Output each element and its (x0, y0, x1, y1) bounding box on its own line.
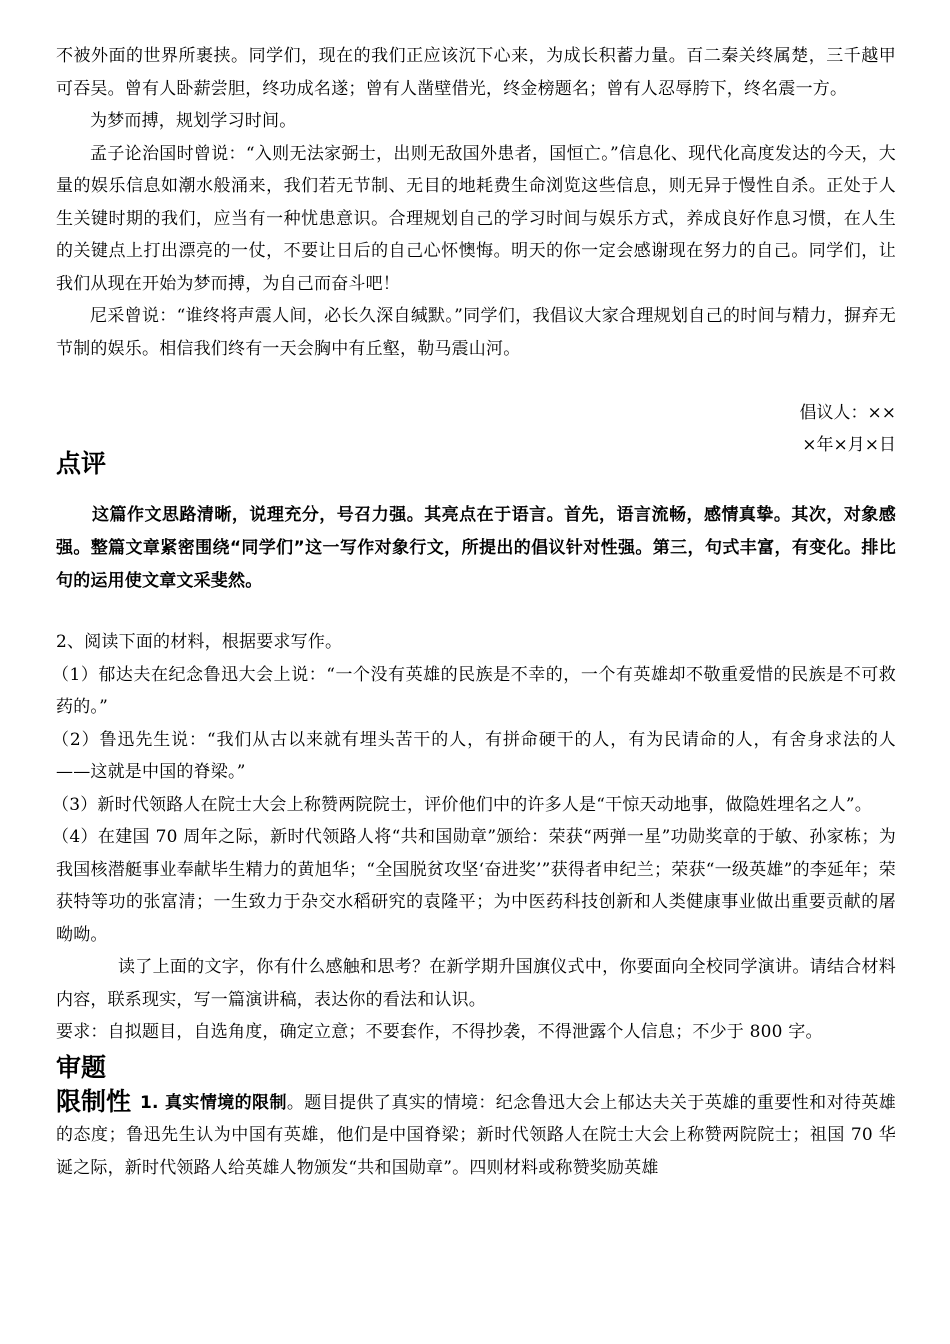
material-item-1: （1）郁达夫在纪念鲁迅大会上说：“一个没有英雄的民族是不幸的，一个有英雄却不敬重爱惜的民族是不可救药的。” (52, 664, 896, 717)
material-item-2: （2）鲁迅先生说：“我们从古以来就有埋头苦干的人，有拼命硬干的人，有为民请命的人，有舍身求法的人——这就是中国的脊梁。” (52, 729, 896, 782)
analysis-point-text: 。题目提供了真实的情境：纪念鲁迅大会上郁达夫关于英雄的重要性和对待英雄的态度；鲁迅先生认为中国有英雄，他们是中国脊梁；新时代领路人在院士大会上称赞两院院士；祖国 70 华诞之际，新时代领路人给英雄人物颁发“共和国勋章”。四则材料或称赞奖励英雄 (56, 1092, 896, 1178)
task-intro: 2、阅读下面的材料，根据要求写作。 (56, 632, 343, 652)
proposal-paragraph-1: 为梦而搏，规划学习时间。 (90, 111, 297, 131)
analysis-section (56, 1053, 896, 1185)
signer: 倡议人：×× (799, 403, 896, 423)
analysis-heading-line1: 审题 (56, 1052, 107, 1082)
analysis-point-1 (56, 1053, 896, 1185)
proposal-date: ×年×月×日 (802, 435, 896, 455)
proposal-paragraph-3: 尼采曾说：“谁终将声震人间，必长久深自缄默。”同学们，我倡议大家合理规划自己的时间与精力，摒弃无节制的娱乐。相信我们终有一天会胸中有丘壑，勒马震山河。 (56, 306, 896, 359)
analysis-heading-line2: 限制性 (56, 1086, 132, 1116)
task-requirement: 要求：自拟题目，自选角度，确定立意；不要套作，不得抄袭，不得泄露个人信息；不少于 800 字。 (56, 1022, 823, 1042)
review-text: 这篇作文思路清晰，说理充分，号召力强。其亮点在于语言。首先，语言流畅，感情真挚。其次，对象感强。整篇文章紧密围绕“同学们”这一写作对象行文，所提出的倡议针对性强。第三，句式丰富，有变化。排比句的运用使文章文采斐然。 (56, 505, 896, 591)
material-item-4: （4）在建国 70 周年之际，新时代领路人将“共和国勋章”颁给：荣获“两弹一星”功勋奖章的于敏、孙家栋；为我国核潜艇事业奉献毕生精力的黄旭华；“全国脱贫攻坚‘奋进奖’”获得者申纪兰；荣获“一级英雄”的李延年；荣获特等功的张富清；一生致力于杂交水稻研究的袁隆平；为中医药科技创新和人类健康事业做出重要贡献的屠呦呦。 (52, 827, 896, 945)
analysis-point-label: 1. 真实情境的限制 (140, 1092, 287, 1113)
material-item-3: （3）新时代领路人在院士大会上称赞两院院士，评价他们中的许多人是“干惊天动地事，做隐姓埋名之人”。 (52, 794, 872, 815)
task-prompt: 读了上面的文字，你有什么感触和思考？在新学期升国旗仪式中，你要面向全校同学演讲。请结合材料内容，联系现实，写一篇演讲稿，表达你的看法和认识。 (56, 957, 896, 1010)
review-heading: 点评 (56, 449, 107, 478)
document-page (52, 40, 896, 1184)
proposal-paragraph-2: 孟子论治国时曾说：“入则无法家弼士，出则无敌国外患者，国恒亡。”信息化、现代化高度发达的今天，大量的娱乐信息如潮水般涌来，我们若无节制、无目的地耗费生命浏览这些信息，则无异于慢性自杀。正处于人生关键时期的我们，应当有一种忧患意识。合理规划自己的学习时间与娱乐方式，养成良好作息习惯，在人生的关键点上打出漂亮的一仗，不要让日后的自己心怀懊悔。明天的你一定会感谢现在努力的自己。同学们，让我们从现在开始为梦而搏，为自己而奋斗吧！ (56, 143, 896, 294)
proposal-paragraph-0: 不被外面的世界所裹挟。同学们，现在的我们正应该沉下心来，为成长积蓄力量。百二秦关终属楚，三千越甲可吞吴。曾有人卧薪尝胆，终功成名遂；曾有人凿壁借光，终金榜题名；曾有人忍辱胯下，终名震一方。 (56, 46, 896, 99)
